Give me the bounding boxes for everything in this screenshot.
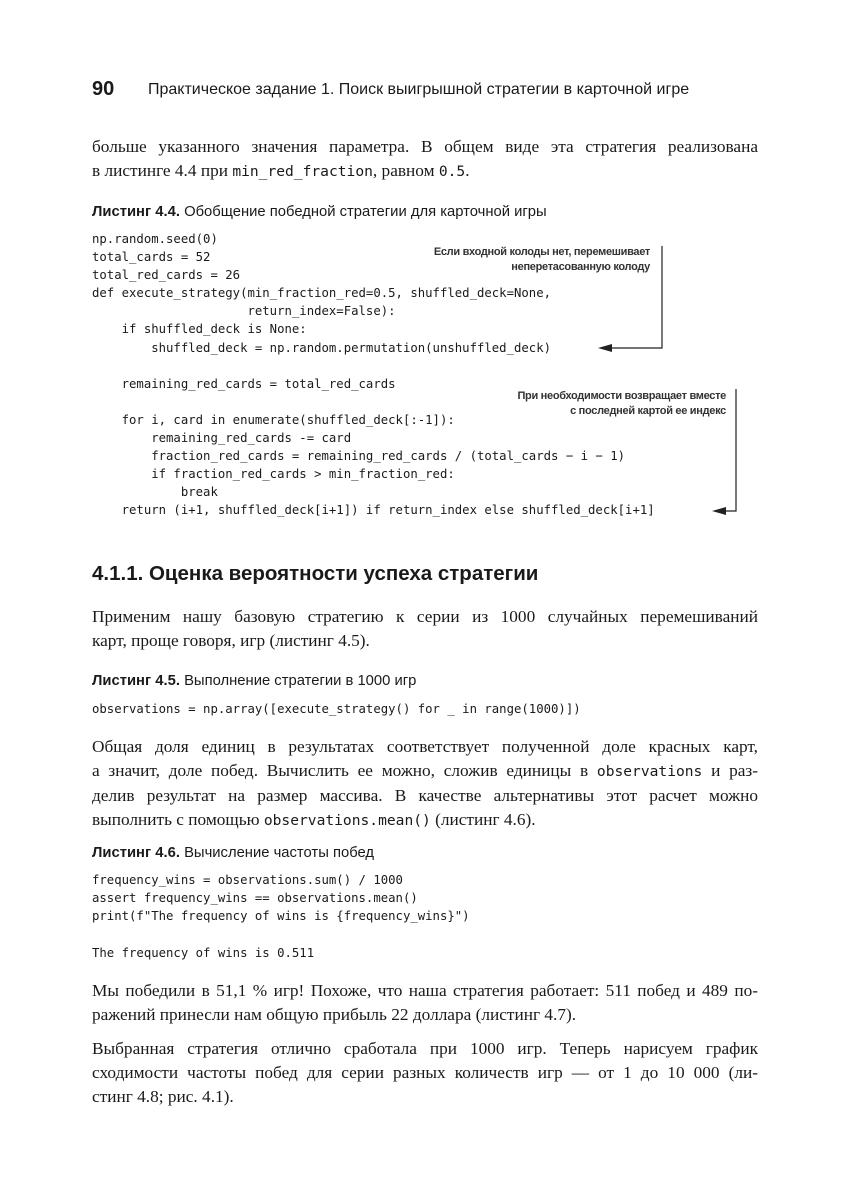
inline-code: observations.mean() xyxy=(263,812,431,829)
intro-line-1: больше указанного значения параметра. В общем виде эта стратегия реализована xyxy=(92,137,758,156)
paragraph-2 xyxy=(92,735,758,833)
listing-4-6-code: frequency_wins = observations.sum() / 1000 assert frequency_wins == observations.mean() print(f"The frequency of wins is {frequency_wins}") xyxy=(92,873,470,924)
listing-4-5-code: observations = np.array([execute_strategy() for _ in range(1000)]) xyxy=(92,702,581,716)
paragraph-text: (листинг 4.6). xyxy=(430,810,536,829)
paragraph-4 xyxy=(92,1037,758,1109)
annotation-line: Если входной колоды нет, перемешивает xyxy=(433,246,650,258)
annotation-line: с последней картой ее индекс xyxy=(570,405,726,417)
listing-4-4-caption xyxy=(92,204,547,220)
inline-code: 0.5 xyxy=(438,163,466,180)
paragraph-line: стинг 4.8; рис. 4.1). xyxy=(92,1087,234,1106)
paragraph-line: ражений принесли нам общую прибыль 22 доллара (листинг 4.7). xyxy=(92,1005,577,1024)
intro-text: в листинге 4.4 при xyxy=(92,161,233,180)
listing-4-6-caption xyxy=(92,845,374,861)
intro-text: , равном xyxy=(372,161,439,180)
listing-4-4-code: np.random.seed(0) total_cards = 52 total_red_cards = 26 def execute_strategy(min_fraction_red=0.5, shuffled_deck=None, return_index=False): if shuffled_deck is None: shuffled_deck = np.random.permutation(unshuffled_deck) remaining_red_cards = total_red_cards for i, card in enumerate(shuffled_deck[:-1]): remaining_red_cards -= card fraction_red_cards = remaining_red_cards / (total_cards − i − 1) if fraction_red_cards > min_fraction_red: break return (i+1, shuffled_deck[i+1]) if return_index else shuffled_deck[i+1] xyxy=(92,232,655,518)
paragraph-1 xyxy=(92,605,758,653)
arrowhead-2 xyxy=(712,507,726,515)
paragraph-line: Мы победили в 51,1 % игр! Похоже, что наша стратегия работает: 511 побед и 489 по- xyxy=(92,981,758,1000)
intro-text: . xyxy=(465,161,470,180)
paragraph-line: делив результат на размер массива. В качестве альтернативы этот расчет можно xyxy=(92,786,758,805)
paragraph-line: Применим нашу базовую стратегию к серии из 1000 случайных перемешиваний xyxy=(92,607,758,626)
intro-paragraph xyxy=(92,135,758,184)
listing-4-5-caption xyxy=(92,673,416,689)
caption-label: Листинг 4.6. xyxy=(92,845,180,861)
inline-code: observations xyxy=(596,763,703,780)
paragraph-line xyxy=(92,759,758,784)
running-title: Практическое задание 1. Поиск выигрышной стратегии в карточной игре xyxy=(148,81,690,98)
annotation-shuffle xyxy=(410,245,650,275)
caption-label: Листинг 4.4. xyxy=(92,204,180,220)
section-heading: 4.1.1. Оценка вероятности успеха стратегии xyxy=(92,562,539,585)
paragraph-line: Выбранная стратегия отлично сработала при 1000 игр. Теперь нарисуем график xyxy=(92,1039,758,1058)
paragraph-text: и раз- xyxy=(702,761,759,780)
caption-label: Листинг 4.5. xyxy=(92,673,180,689)
paragraph-text: а значит, доле побед. Вычислить ее можно, сложив единицы в xyxy=(92,761,597,780)
paragraph-3 xyxy=(92,979,758,1027)
caption-text: Выполнение стратегии в 1000 игр xyxy=(179,673,417,689)
page-number: 90 xyxy=(92,78,115,100)
paragraph-line: карт, проще говоря, игр (листинг 4.5). xyxy=(92,631,370,650)
paragraph-line xyxy=(92,808,758,833)
intro-line-2 xyxy=(92,159,758,184)
caption-text: Вычисление частоты побед xyxy=(179,845,375,861)
inline-code: min_red_fraction xyxy=(232,163,373,180)
paragraph-text: выполнить с помощью xyxy=(92,810,264,829)
annotation-line: При необходимости возвращает вместе xyxy=(517,390,726,402)
paragraph-line: Общая доля единиц в результатах соответствует полученной доле красных карт, xyxy=(92,737,758,756)
paragraph-line: сходимости частоты побед для серии разных количеств игр — от 1 до 10 000 (ли- xyxy=(92,1063,758,1082)
annotation-line: неперетасованную колоду xyxy=(511,261,650,273)
listing-4-6-output: The frequency of wins is 0.511 xyxy=(92,946,315,960)
caption-text: Обобщение победной стратегии для карточной игры xyxy=(179,204,547,220)
annotation-return-index xyxy=(470,389,726,419)
